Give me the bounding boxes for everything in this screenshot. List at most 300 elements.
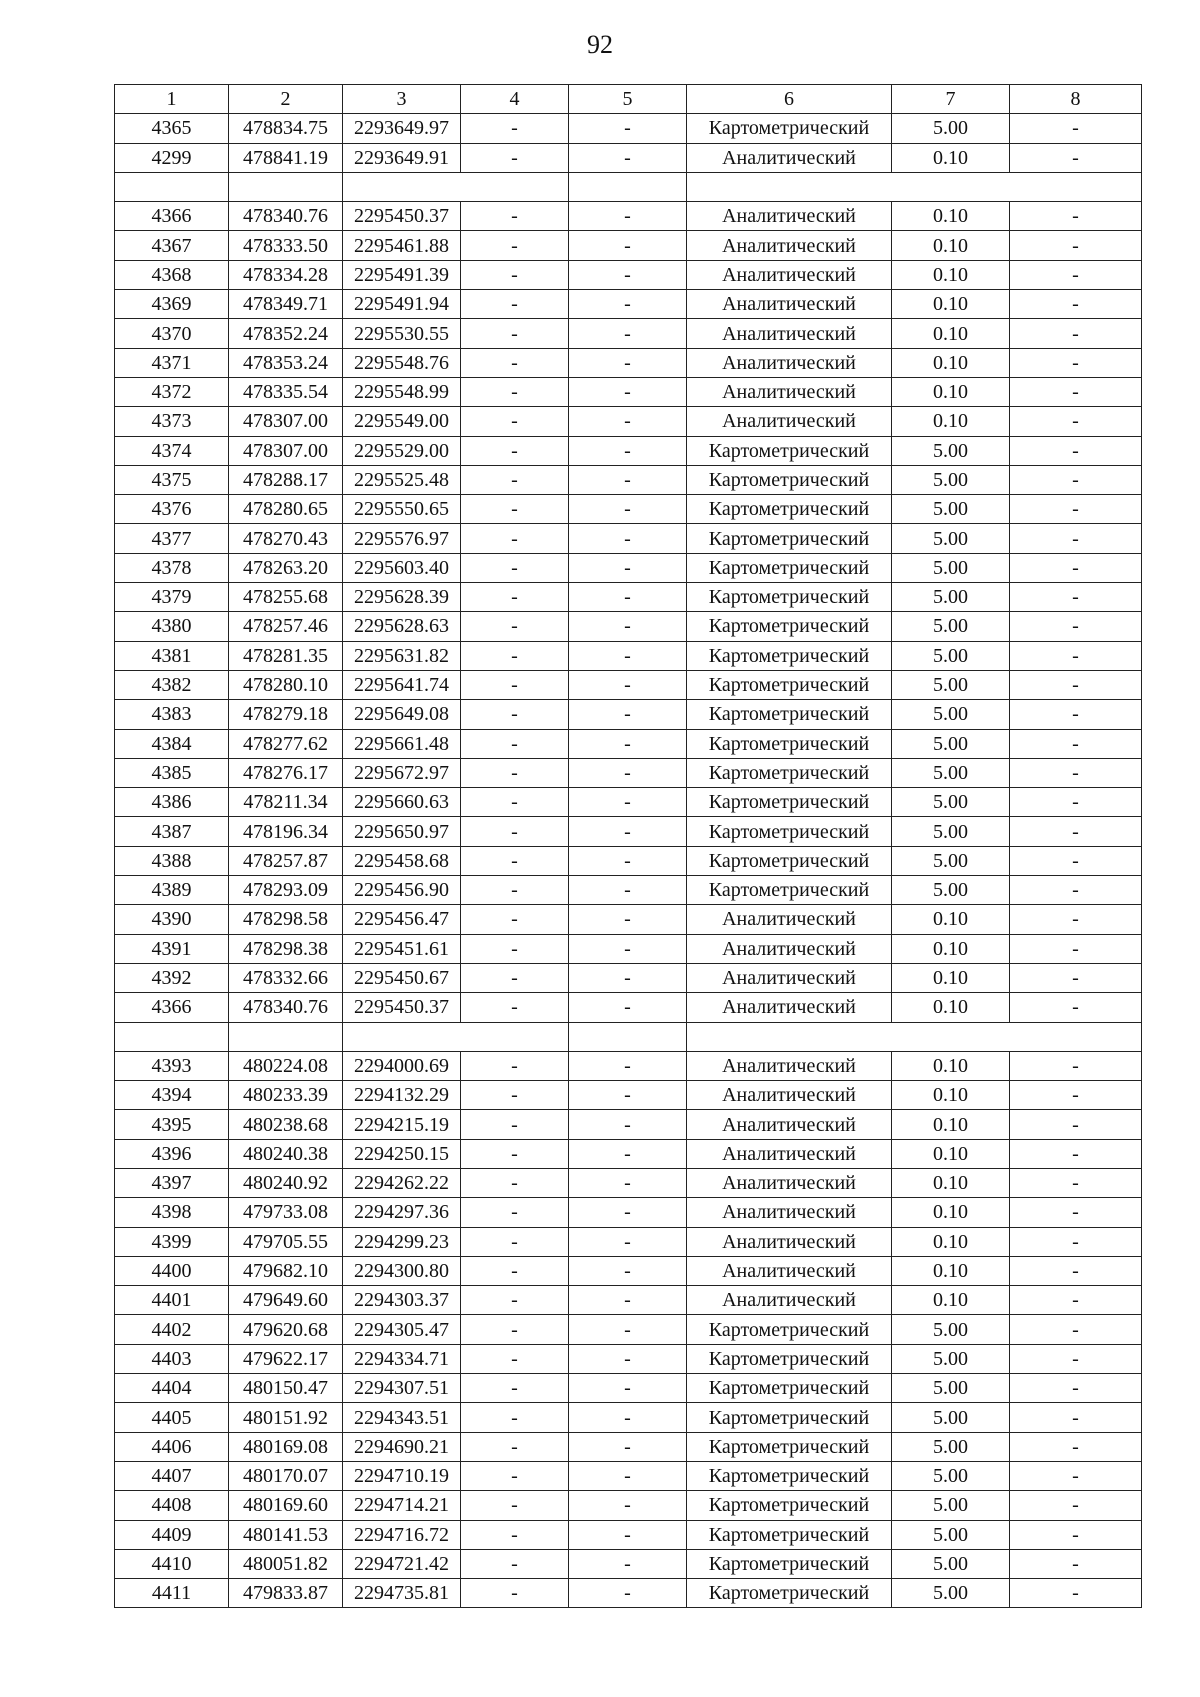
table-cell: - — [461, 260, 569, 289]
table-cell: 0.10 — [892, 377, 1010, 406]
table-cell: 479622.17 — [229, 1344, 343, 1373]
table-cell: Аналитический — [687, 202, 892, 231]
table-cell: - — [569, 260, 687, 289]
table-cell: 479649.60 — [229, 1286, 343, 1315]
table-row — [115, 319, 1142, 348]
table-cell: - — [461, 1168, 569, 1197]
table-cell: 0.10 — [892, 993, 1010, 1022]
table-cell: 0.10 — [892, 963, 1010, 992]
table-cell: 478334.28 — [229, 260, 343, 289]
table-cell: 4411 — [115, 1579, 229, 1608]
table-cell: Аналитический — [687, 1110, 892, 1139]
table-cell: - — [461, 1344, 569, 1373]
table-cell: 2295628.39 — [343, 583, 461, 612]
table-cell: 2294262.22 — [343, 1168, 461, 1197]
table-row — [115, 143, 1142, 172]
empty-cell — [343, 172, 569, 201]
table-row — [115, 1461, 1142, 1490]
table-cell: 2294307.51 — [343, 1374, 461, 1403]
empty-cell — [687, 172, 1142, 201]
table-row — [115, 1081, 1142, 1110]
table-cell: 2295641.74 — [343, 670, 461, 699]
table-cell: - — [569, 700, 687, 729]
table-cell: - — [1010, 1491, 1142, 1520]
table-cell: - — [569, 1432, 687, 1461]
table-cell: 2295631.82 — [343, 641, 461, 670]
table-cell: - — [1010, 1374, 1142, 1403]
table-cell: - — [569, 1198, 687, 1227]
table-cell: 2294299.23 — [343, 1227, 461, 1256]
table-cell: - — [1010, 1286, 1142, 1315]
table-row — [115, 1549, 1142, 1578]
table-cell: - — [461, 1432, 569, 1461]
table-cell: 4405 — [115, 1403, 229, 1432]
table-cell: 2293649.97 — [343, 114, 461, 143]
table-cell: 2294297.36 — [343, 1198, 461, 1227]
table-cell: 2294000.69 — [343, 1051, 461, 1080]
table-cell: - — [1010, 1198, 1142, 1227]
table-cell: - — [569, 1403, 687, 1432]
table-cell: - — [461, 1227, 569, 1256]
table-cell: 478335.54 — [229, 377, 343, 406]
table-cell: 4367 — [115, 231, 229, 260]
table-cell: - — [569, 1168, 687, 1197]
table-cell: 0.10 — [892, 905, 1010, 934]
table-cell: - — [569, 495, 687, 524]
table-cell: Картометрический — [687, 876, 892, 905]
table-cell: - — [1010, 260, 1142, 289]
table-cell: - — [1010, 202, 1142, 231]
table-cell: 2295450.37 — [343, 993, 461, 1022]
table-cell: - — [569, 143, 687, 172]
table-row — [115, 700, 1142, 729]
table-cell: 2294716.72 — [343, 1520, 461, 1549]
table-cell: Аналитический — [687, 1256, 892, 1285]
table-row — [115, 1139, 1142, 1168]
table-row — [115, 729, 1142, 758]
table-cell: 478307.00 — [229, 436, 343, 465]
table-row — [115, 612, 1142, 641]
table-cell: 5.00 — [892, 758, 1010, 787]
empty-cell — [343, 1022, 569, 1051]
table-cell: - — [1010, 1139, 1142, 1168]
table-cell: 2295603.40 — [343, 553, 461, 582]
table-cell: Картометрический — [687, 1549, 892, 1578]
table-cell: 2295450.37 — [343, 202, 461, 231]
table-cell: - — [569, 436, 687, 465]
table-cell: 4389 — [115, 876, 229, 905]
table-cell: Аналитический — [687, 1081, 892, 1110]
table-row — [115, 1344, 1142, 1373]
table-cell: 480238.68 — [229, 1110, 343, 1139]
table-cell: 2294343.51 — [343, 1403, 461, 1432]
table-cell: 4383 — [115, 700, 229, 729]
table-cell: - — [1010, 290, 1142, 319]
table-cell: 478279.18 — [229, 700, 343, 729]
table-cell: - — [461, 963, 569, 992]
table-cell: 5.00 — [892, 1403, 1010, 1432]
table-cell: - — [1010, 729, 1142, 758]
table-row — [115, 1315, 1142, 1344]
table-cell: 0.10 — [892, 1051, 1010, 1080]
table-row — [115, 670, 1142, 699]
table-cell: 5.00 — [892, 436, 1010, 465]
table-cell: 2295548.76 — [343, 348, 461, 377]
table-cell: 478255.68 — [229, 583, 343, 612]
table-cell: 4396 — [115, 1139, 229, 1168]
table-cell: Аналитический — [687, 143, 892, 172]
table-cell: 4365 — [115, 114, 229, 143]
table-cell: 2295450.67 — [343, 963, 461, 992]
table-cell: 480240.92 — [229, 1168, 343, 1197]
table-cell: - — [1010, 1256, 1142, 1285]
table-cell: - — [569, 876, 687, 905]
table-cell: 2295491.94 — [343, 290, 461, 319]
table-cell: 4299 — [115, 143, 229, 172]
table-cell: 478340.76 — [229, 993, 343, 1022]
table-cell: - — [461, 290, 569, 319]
table-cell: 4403 — [115, 1344, 229, 1373]
table-row — [115, 377, 1142, 406]
table-cell: 479733.08 — [229, 1198, 343, 1227]
table-cell: 4398 — [115, 1198, 229, 1227]
table-cell: - — [1010, 1110, 1142, 1139]
table-cell: 478196.34 — [229, 817, 343, 846]
table-cell: 4366 — [115, 993, 229, 1022]
table-cell: - — [461, 1081, 569, 1110]
table-cell: Аналитический — [687, 319, 892, 348]
table-row — [115, 348, 1142, 377]
table-row — [115, 1168, 1142, 1197]
table-cell: Картометрический — [687, 729, 892, 758]
table-cell: 478841.19 — [229, 143, 343, 172]
table-cell: - — [461, 817, 569, 846]
table-cell: - — [461, 876, 569, 905]
table-cell: Картометрический — [687, 1491, 892, 1520]
table-cell: Аналитический — [687, 905, 892, 934]
table-cell: 0.10 — [892, 1198, 1010, 1227]
table-row — [115, 436, 1142, 465]
table-cell: Картометрический — [687, 1461, 892, 1490]
table-cell: Картометрический — [687, 1579, 892, 1608]
table-cell: - — [461, 788, 569, 817]
table-cell: - — [1010, 641, 1142, 670]
table-cell: Аналитический — [687, 934, 892, 963]
table-cell: 0.10 — [892, 1139, 1010, 1168]
table-cell: - — [461, 1520, 569, 1549]
table-cell: 5.00 — [892, 876, 1010, 905]
table-cell: 2294690.21 — [343, 1432, 461, 1461]
table-cell: - — [569, 1374, 687, 1403]
table-cell: 480051.82 — [229, 1549, 343, 1578]
table-cell: 478834.75 — [229, 114, 343, 143]
table-cell: - — [1010, 700, 1142, 729]
table-cell: 4384 — [115, 729, 229, 758]
table-cell: - — [569, 1579, 687, 1608]
table-cell: - — [461, 993, 569, 1022]
table-cell: 0.10 — [892, 1081, 1010, 1110]
table-cell: 0.10 — [892, 290, 1010, 319]
table-cell: - — [461, 1491, 569, 1520]
table-cell: - — [569, 670, 687, 699]
table-cell: - — [569, 612, 687, 641]
column-header: 7 — [892, 85, 1010, 114]
table-cell: Картометрический — [687, 846, 892, 875]
table-cell: 5.00 — [892, 1432, 1010, 1461]
table-cell: 0.10 — [892, 231, 1010, 260]
table-cell: - — [1010, 934, 1142, 963]
table-cell: 5.00 — [892, 788, 1010, 817]
table-cell: - — [569, 993, 687, 1022]
table-cell: - — [461, 1403, 569, 1432]
table-row — [115, 524, 1142, 553]
table-cell: - — [1010, 231, 1142, 260]
table-cell: - — [1010, 670, 1142, 699]
table-cell: Картометрический — [687, 436, 892, 465]
table-cell: Картометрический — [687, 700, 892, 729]
table-cell: - — [461, 524, 569, 553]
empty-cell — [229, 172, 343, 201]
table-cell: Аналитический — [687, 1227, 892, 1256]
table-cell: 4379 — [115, 583, 229, 612]
table-cell: 478349.71 — [229, 290, 343, 319]
table-row — [115, 1403, 1142, 1432]
table-cell: 4410 — [115, 1549, 229, 1578]
table-cell: Картометрический — [687, 1374, 892, 1403]
table-cell: Аналитический — [687, 1286, 892, 1315]
table-cell: 2295456.47 — [343, 905, 461, 934]
table-cell: - — [1010, 583, 1142, 612]
table-cell: - — [461, 670, 569, 699]
table-cell: 5.00 — [892, 1315, 1010, 1344]
table-cell: - — [461, 1198, 569, 1227]
table-cell: 2293649.91 — [343, 143, 461, 172]
table-cell: - — [569, 114, 687, 143]
table-cell: 0.10 — [892, 1227, 1010, 1256]
table-cell: 2294735.81 — [343, 1579, 461, 1608]
table-cell: 4372 — [115, 377, 229, 406]
table-cell: 4408 — [115, 1491, 229, 1520]
table-cell: 2295649.08 — [343, 700, 461, 729]
table-cell: 4400 — [115, 1256, 229, 1285]
table-cell: 0.10 — [892, 407, 1010, 436]
table-cell: Аналитический — [687, 1168, 892, 1197]
table-cell: - — [1010, 465, 1142, 494]
page-number: 92 — [587, 30, 613, 59]
table-cell: 480224.08 — [229, 1051, 343, 1080]
table-cell: 478280.10 — [229, 670, 343, 699]
table-cell: 5.00 — [892, 1344, 1010, 1373]
table-row — [115, 905, 1142, 934]
table-cell: - — [461, 641, 569, 670]
table-cell: Картометрический — [687, 583, 892, 612]
table-cell: 2295451.61 — [343, 934, 461, 963]
table-cell: - — [461, 495, 569, 524]
table-cell: - — [569, 231, 687, 260]
table-cell: 4376 — [115, 495, 229, 524]
table-cell: Аналитический — [687, 963, 892, 992]
table-cell: - — [461, 436, 569, 465]
table-cell: - — [1010, 1520, 1142, 1549]
table-cell: Картометрический — [687, 758, 892, 787]
empty-cell — [115, 172, 229, 201]
table-cell: 4386 — [115, 788, 229, 817]
table-cell: - — [461, 465, 569, 494]
table-cell: 0.10 — [892, 348, 1010, 377]
table-row — [115, 1374, 1142, 1403]
table-row — [115, 1286, 1142, 1315]
table-cell: Картометрический — [687, 465, 892, 494]
table-cell: 480169.60 — [229, 1491, 343, 1520]
table-cell: Картометрический — [687, 524, 892, 553]
table-cell: 4373 — [115, 407, 229, 436]
table-cell: 2295525.48 — [343, 465, 461, 494]
table-row — [115, 231, 1142, 260]
table-cell: 480170.07 — [229, 1461, 343, 1490]
table-cell: - — [569, 290, 687, 319]
table-cell: - — [461, 1549, 569, 1578]
table-cell: 5.00 — [892, 583, 1010, 612]
table-cell: 5.00 — [892, 1491, 1010, 1520]
table-cell: - — [1010, 1081, 1142, 1110]
table-cell: - — [569, 1227, 687, 1256]
table-cell: - — [569, 1549, 687, 1578]
table-cell: 2295660.63 — [343, 788, 461, 817]
column-header: 5 — [569, 85, 687, 114]
table-cell: 478298.38 — [229, 934, 343, 963]
table-cell: - — [1010, 407, 1142, 436]
table-cell: 478280.65 — [229, 495, 343, 524]
table-row — [115, 641, 1142, 670]
table-cell: - — [1010, 993, 1142, 1022]
table-cell: 5.00 — [892, 729, 1010, 758]
table-cell: 0.10 — [892, 1110, 1010, 1139]
table-row — [115, 1520, 1142, 1549]
table-cell: 4370 — [115, 319, 229, 348]
table-header-row — [115, 85, 1142, 114]
table-cell: Аналитический — [687, 377, 892, 406]
table-cell: 478352.24 — [229, 319, 343, 348]
table-cell: 2295548.99 — [343, 377, 461, 406]
table-cell: 2295456.90 — [343, 876, 461, 905]
table-row — [115, 846, 1142, 875]
table-cell: Картометрический — [687, 1520, 892, 1549]
table-cell: 4404 — [115, 1374, 229, 1403]
table-cell: - — [461, 1256, 569, 1285]
table-cell: Картометрический — [687, 114, 892, 143]
table-cell: 5.00 — [892, 524, 1010, 553]
table-cell: 5.00 — [892, 670, 1010, 699]
table-row — [115, 1110, 1142, 1139]
table-cell: 479682.10 — [229, 1256, 343, 1285]
group-separator-row — [115, 1022, 1142, 1051]
table-cell: 478332.66 — [229, 963, 343, 992]
table-cell: 478307.00 — [229, 407, 343, 436]
table-cell: 4371 — [115, 348, 229, 377]
table-cell: - — [1010, 143, 1142, 172]
table-cell: - — [569, 348, 687, 377]
table-cell: 2295576.97 — [343, 524, 461, 553]
table-cell: - — [1010, 348, 1142, 377]
table-cell: - — [569, 1286, 687, 1315]
table-cell: - — [461, 1139, 569, 1168]
table-cell: - — [569, 729, 687, 758]
table-cell: Аналитический — [687, 1051, 892, 1080]
table-cell: - — [1010, 1051, 1142, 1080]
table-cell: - — [569, 788, 687, 817]
table-row — [115, 1051, 1142, 1080]
table-cell: 0.10 — [892, 143, 1010, 172]
table-cell: 2295529.00 — [343, 436, 461, 465]
table-cell: 478257.46 — [229, 612, 343, 641]
table-cell: - — [1010, 553, 1142, 582]
table-cell: - — [1010, 1403, 1142, 1432]
table-row — [115, 788, 1142, 817]
table-cell: 2295549.00 — [343, 407, 461, 436]
table-cell: - — [569, 934, 687, 963]
table-cell: - — [461, 846, 569, 875]
table-cell: - — [569, 202, 687, 231]
table-cell: 5.00 — [892, 1579, 1010, 1608]
table-row — [115, 758, 1142, 787]
column-header: 4 — [461, 85, 569, 114]
table-row — [115, 1256, 1142, 1285]
table-cell: 4409 — [115, 1520, 229, 1549]
table-cell: 4381 — [115, 641, 229, 670]
table-row — [115, 465, 1142, 494]
table-cell: Картометрический — [687, 817, 892, 846]
table-cell: - — [461, 202, 569, 231]
table-cell: - — [569, 1461, 687, 1490]
table-cell: 0.10 — [892, 260, 1010, 289]
table-body — [115, 114, 1142, 1608]
table-cell: - — [1010, 817, 1142, 846]
table-cell: 480141.53 — [229, 1520, 343, 1549]
table-cell: - — [461, 143, 569, 172]
table-cell: Аналитический — [687, 231, 892, 260]
table-row — [115, 934, 1142, 963]
table-cell: - — [569, 1110, 687, 1139]
table-cell: 4374 — [115, 436, 229, 465]
table-cell: - — [461, 700, 569, 729]
table-cell: 5.00 — [892, 114, 1010, 143]
table-cell: 478257.87 — [229, 846, 343, 875]
table-cell: - — [1010, 612, 1142, 641]
table-cell: 4394 — [115, 1081, 229, 1110]
table-cell: - — [1010, 1315, 1142, 1344]
table-cell: - — [461, 377, 569, 406]
table-cell: - — [461, 1374, 569, 1403]
table-cell: 2295491.39 — [343, 260, 461, 289]
table-cell: Картометрический — [687, 670, 892, 699]
table-cell: Аналитический — [687, 1139, 892, 1168]
table-row — [115, 495, 1142, 524]
table-cell: - — [461, 583, 569, 612]
table-cell: Аналитический — [687, 993, 892, 1022]
table-cell: 2294710.19 — [343, 1461, 461, 1490]
table-cell: Картометрический — [687, 1403, 892, 1432]
table-cell: - — [1010, 1461, 1142, 1490]
table-cell: - — [569, 319, 687, 348]
table-cell: - — [569, 1491, 687, 1520]
table-cell: 2295461.88 — [343, 231, 461, 260]
table-cell: 5.00 — [892, 700, 1010, 729]
table-row — [115, 817, 1142, 846]
empty-cell — [229, 1022, 343, 1051]
table-cell: - — [461, 348, 569, 377]
table-cell: 0.10 — [892, 934, 1010, 963]
table-cell: Картометрический — [687, 1344, 892, 1373]
